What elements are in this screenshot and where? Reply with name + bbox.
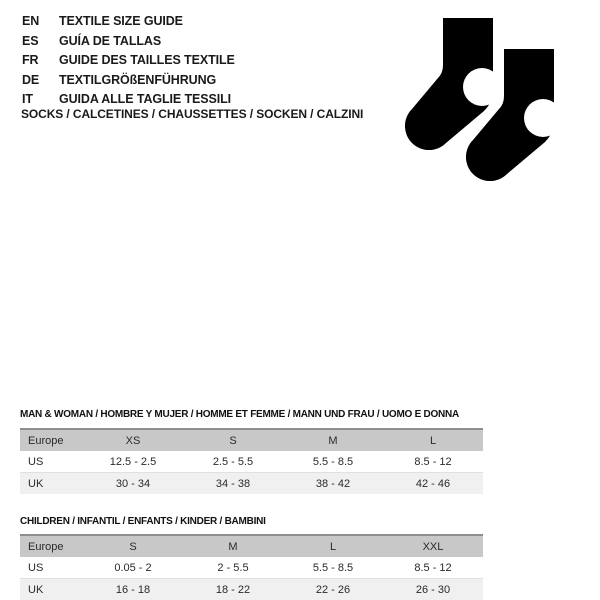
size-cell: 8.5 - 12 <box>414 561 452 574</box>
size-cell: 26 - 30 <box>415 583 451 596</box>
size-cell: 30 - 34 <box>115 477 151 490</box>
language-label: GUIDE DES TAILLES TEXTILE <box>59 53 235 67</box>
column-header: Europe <box>28 434 64 447</box>
column-header: L <box>329 540 337 553</box>
language-label: TEXTILGRÖßENFÜHRUNG <box>59 72 217 87</box>
size-cell: 18 - 22 <box>215 583 251 596</box>
column-header: M <box>228 540 238 553</box>
row-label: UK <box>28 477 44 490</box>
size-cell: 5.5 - 8.5 <box>312 455 354 468</box>
language-code: DE <box>22 72 40 87</box>
language-label: TEXTILE SIZE GUIDE <box>59 14 183 28</box>
language-code: ES <box>22 33 39 48</box>
table-title-man-woman: MAN & WOMAN / HOMBRE Y MUJER / HOMME ET FEMME / MANN UND FRAU / UOMO E DONNA <box>20 409 459 420</box>
size-cell: 34 - 38 <box>215 477 251 490</box>
table-row <box>20 557 483 579</box>
table-row <box>20 451 483 473</box>
column-header: XXL <box>422 540 444 553</box>
language-label: GUIDA ALLE TAGLIE TESSILI <box>59 92 232 106</box>
row-label: US <box>28 561 44 574</box>
language-row-es <box>22 32 235 52</box>
table-row <box>20 473 483 495</box>
socks-icon <box>398 12 568 187</box>
row-label: US <box>28 455 44 468</box>
language-list <box>22 12 235 110</box>
language-code: EN <box>22 14 40 28</box>
size-cell: 2 - 5.5 <box>217 561 249 574</box>
size-cell: 42 - 46 <box>415 477 451 490</box>
column-header: M <box>328 434 338 447</box>
size-cell: 16 - 18 <box>115 583 151 596</box>
size-cell: 12.5 - 2.5 <box>109 455 157 468</box>
column-header: XS <box>125 434 141 447</box>
language-row-de <box>22 71 235 91</box>
language-row-fr <box>22 51 235 71</box>
language-code: IT <box>22 92 33 106</box>
size-cell: 22 - 26 <box>315 583 351 596</box>
language-row-en <box>22 12 235 32</box>
size-cell: 2.5 - 5.5 <box>212 455 254 468</box>
size-cell: 8.5 - 12 <box>414 455 452 468</box>
size-table-man-woman <box>20 428 483 494</box>
language-code: FR <box>22 53 39 67</box>
size-cell: 0.05 - 2 <box>114 561 152 574</box>
table-header-row <box>20 535 483 557</box>
column-header: Europe <box>28 540 64 553</box>
column-header: L <box>429 434 437 447</box>
size-cell: 38 - 42 <box>315 477 351 490</box>
table-title-children: CHILDREN / INFANTIL / ENFANTS / KINDER / BAMBINI <box>20 516 266 527</box>
product-category-title: SOCKS / CALCETINES / CHAUSSETTES / SOCKEN / CALZINI <box>21 107 364 121</box>
language-label: GUÍA DE TALLAS <box>59 33 162 48</box>
table-row <box>20 579 483 600</box>
table-header-row <box>20 429 483 451</box>
row-label: UK <box>28 583 44 596</box>
size-cell: 5.5 - 8.5 <box>312 561 354 574</box>
column-header: S <box>229 434 237 447</box>
size-table-children <box>20 534 483 600</box>
column-header: S <box>129 540 137 553</box>
